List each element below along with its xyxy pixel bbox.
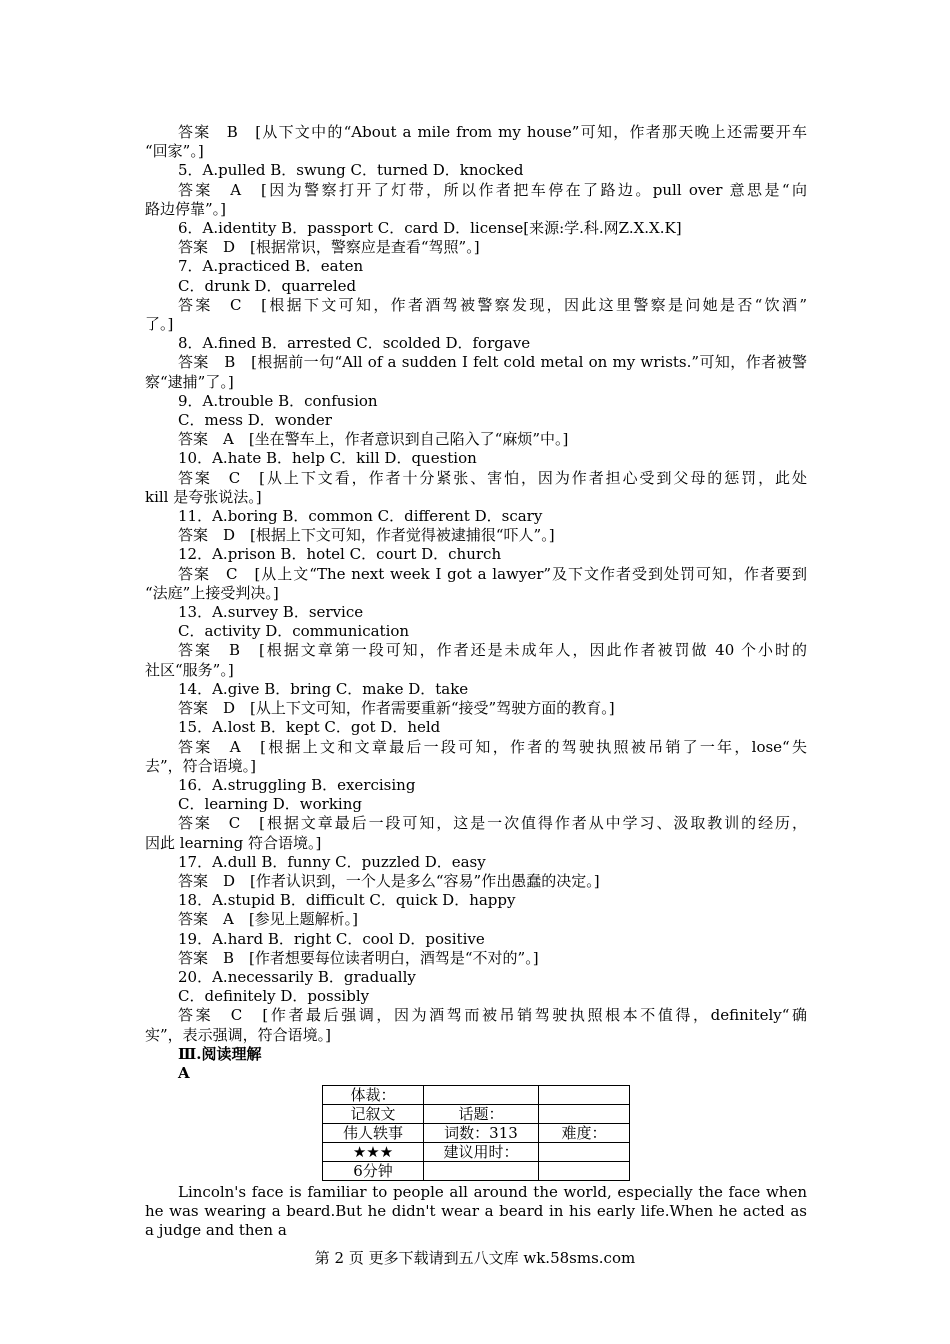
question-block <box>145 968 807 1006</box>
question-option-line: 13．A.survey B．service <box>178 603 364 622</box>
info-cell: 记叙文 <box>323 1105 424 1124</box>
passage-text: Lincoln's face is familiar to people all around the world, especially the face when he was wearing a beard.But he didn't wear a beard in his early life.When he acted as a judge and then a <box>145 1183 807 1240</box>
question-option-line: 9．A.trouble B．confusion <box>178 391 378 410</box>
info-row <box>323 1143 630 1162</box>
answer-line: 答案 D [根据常识，警察应是查看“驾照”。] <box>178 238 480 257</box>
info-row <box>323 1124 630 1143</box>
info-row <box>323 1105 630 1124</box>
answer-line: 答案 D [从上下文可知，作者需要重新“接受”驾驶方面的教育。] <box>178 699 615 718</box>
info-cell <box>539 1105 630 1124</box>
question-option-line: 19．A.hard B．right C．cool D．positive <box>178 929 485 948</box>
answer-block <box>145 738 807 776</box>
answer-block <box>145 699 807 718</box>
answer-continuation-line: 因此 learning 符合语境。] <box>145 833 322 852</box>
answer-block <box>145 910 807 929</box>
passage-info-table <box>322 1085 630 1181</box>
answer-block <box>145 949 807 968</box>
question-block <box>145 680 807 699</box>
info-cell: ★★★ <box>323 1143 424 1162</box>
answer-continuation-line: 去”，符合语境。] <box>145 756 257 775</box>
answer-line: 答案 A [因为警察打开了灯带，所以作者把车停在了路边。pull over 意思是“向 <box>178 180 807 199</box>
answer-line: 答案 D [作者认识到，一个人是多么“容易”作出愚蠢的决定。] <box>178 871 600 890</box>
answer-block <box>145 181 807 219</box>
info-row <box>323 1086 630 1105</box>
question-option-line: C．learning D．working <box>178 795 362 814</box>
info-cell: 体裁： <box>323 1086 424 1105</box>
info-cell <box>424 1162 539 1181</box>
answer-line: 答案 A [坐在警车上，作者意识到自己陷入了“麻烦”中。] <box>178 430 569 449</box>
question-option-line: 18．A.stupid B．difficult C．quick D．happy <box>178 891 516 910</box>
answer-continuation-line: 社区“服务”。] <box>145 660 234 679</box>
document-body <box>145 123 807 1240</box>
question-option-line: 14．A.give B．bring C．make D．take <box>178 679 469 698</box>
question-block <box>145 257 807 295</box>
answer-block <box>145 238 807 257</box>
question-block <box>145 891 807 910</box>
question-option-line: C．activity D．communication <box>178 622 410 641</box>
info-cell <box>539 1162 630 1181</box>
answer-block <box>145 1006 807 1044</box>
info-row <box>323 1162 630 1181</box>
question-block <box>145 718 807 737</box>
answer-continuation-line: “回家”。] <box>145 142 204 161</box>
answer-line: 答案 C [作者最后强调，因为酒驾而被吊销驾驶执照根本不值得，definitely“确 <box>178 1006 807 1025</box>
question-option-line: 12．A.prison B．hotel C．court D．church <box>178 545 502 564</box>
info-cell: 话题： <box>424 1105 539 1124</box>
answer-block <box>145 353 807 391</box>
answer-block <box>145 123 807 161</box>
question-option-line: 15．A.lost B．kept C．got D．held <box>178 718 441 737</box>
question-option-line: C．definitely D．possibly <box>178 987 370 1006</box>
answer-block <box>145 469 807 507</box>
answer-line: 答案 B [从下文中的“About a mile from my house”可知，作者那天晚上还需要开车 <box>178 123 807 141</box>
answer-line: 答案 B [作者想要每位读者明白，酒驾是“不对的”。] <box>178 948 539 967</box>
answer-block <box>145 526 807 545</box>
question-block <box>145 603 807 641</box>
answer-continuation-line: 路边停靠”。] <box>145 199 227 218</box>
answer-line: 答案 B [根据前一句“All of a sudden I felt cold metal on my wrists.”可知，作者被警 <box>178 353 807 372</box>
info-cell: 难度： <box>539 1124 630 1143</box>
question-option-line: 6．A.identity B．passport C．card D．license[来源:学.科.网Z.X.X.K] <box>178 219 682 238</box>
question-block <box>145 853 807 872</box>
answer-continuation-line: 察“逮捕”了。] <box>145 372 234 391</box>
info-cell: 建议用时： <box>424 1143 539 1162</box>
question-option-line: C．drunk D．quarreled <box>178 276 357 295</box>
question-option-line: 11．A.boring B．common C．different D．scary <box>178 507 543 526</box>
info-cell: 伟人轶事 <box>323 1124 424 1143</box>
answer-line: 答案 C [根据文章最后一段可知，这是一次值得作者从中学习、汲取教训的经历， <box>178 814 807 833</box>
question-option-line: 20．A.necessarily B．gradually <box>178 967 416 986</box>
question-block <box>145 776 807 814</box>
answer-line: 答案 C [根据下文可知，作者酒驾被警察发现，因此这里警察是问她是否“饮酒” <box>178 295 807 314</box>
question-answer-list <box>145 123 807 1045</box>
answer-line: 答案 C [从上下文看，作者十分紧张、害怕，因为作者担心受到父母的惩罚，此处 <box>178 468 807 487</box>
question-block <box>145 161 807 180</box>
question-block <box>145 392 807 430</box>
page-footer: 第 2 页 更多下载请到五八文库 wk.58sms.com <box>314 1249 636 1267</box>
answer-block <box>145 872 807 891</box>
question-block <box>145 545 807 564</box>
question-option-line: 5．A.pulled B．swung C．turned D．knocked <box>178 161 524 180</box>
question-block <box>145 449 807 468</box>
question-option-line: 7．A.practiced B．eaten <box>178 257 364 276</box>
info-cell <box>539 1086 630 1105</box>
part-label: A <box>178 1063 190 1082</box>
info-cell: 6分钟 <box>323 1162 424 1181</box>
info-cell <box>424 1086 539 1105</box>
question-option-line: C．mess D．wonder <box>178 411 332 430</box>
answer-block <box>145 641 807 679</box>
question-block <box>145 219 807 238</box>
answer-continuation-line: kill 是夸张说法。] <box>145 487 262 506</box>
question-block <box>145 930 807 949</box>
answer-line: 答案 A [根据上文和文章最后一段可知，作者的驾驶执照被吊销了一年，lose“失 <box>178 737 807 756</box>
answer-block <box>145 296 807 334</box>
answer-line: 答案 C [从上文“The next week I got a lawyer”及下文作者受到处罚可知，作者要到 <box>178 564 807 583</box>
answer-block <box>145 565 807 603</box>
question-option-line: 10．A.hate B．help C．kill D．question <box>178 449 477 468</box>
answer-block <box>145 430 807 449</box>
question-option-line: 16．A.struggling B．exercising <box>178 775 416 794</box>
info-cell: 词数：313 <box>424 1124 539 1143</box>
question-option-line: 8．A.fined B．arrested C．scolded D．forgave <box>178 334 531 353</box>
question-block <box>145 507 807 526</box>
answer-continuation-line: 实”，表示强调，符合语境。] <box>145 1025 332 1044</box>
question-option-line: 17．A.dull B．funny C．puzzled D．easy <box>178 852 486 871</box>
info-cell <box>539 1143 630 1162</box>
question-block <box>145 334 807 353</box>
answer-continuation-line: 了。] <box>145 315 174 334</box>
answer-block <box>145 814 807 852</box>
section-heading: Ⅲ.阅读理解 <box>178 1044 262 1063</box>
answer-continuation-line: “法庭”上接受判决。] <box>145 583 279 602</box>
answer-line: 答案 B [根据文章第一段可知，作者还是未成年人，因此作者被罚做 40 个小时的 <box>178 641 807 660</box>
answer-line: 答案 D [根据上下文可知，作者觉得被逮捕很“吓人”。] <box>178 526 555 545</box>
answer-line: 答案 A [参见上题解析。] <box>178 910 359 929</box>
